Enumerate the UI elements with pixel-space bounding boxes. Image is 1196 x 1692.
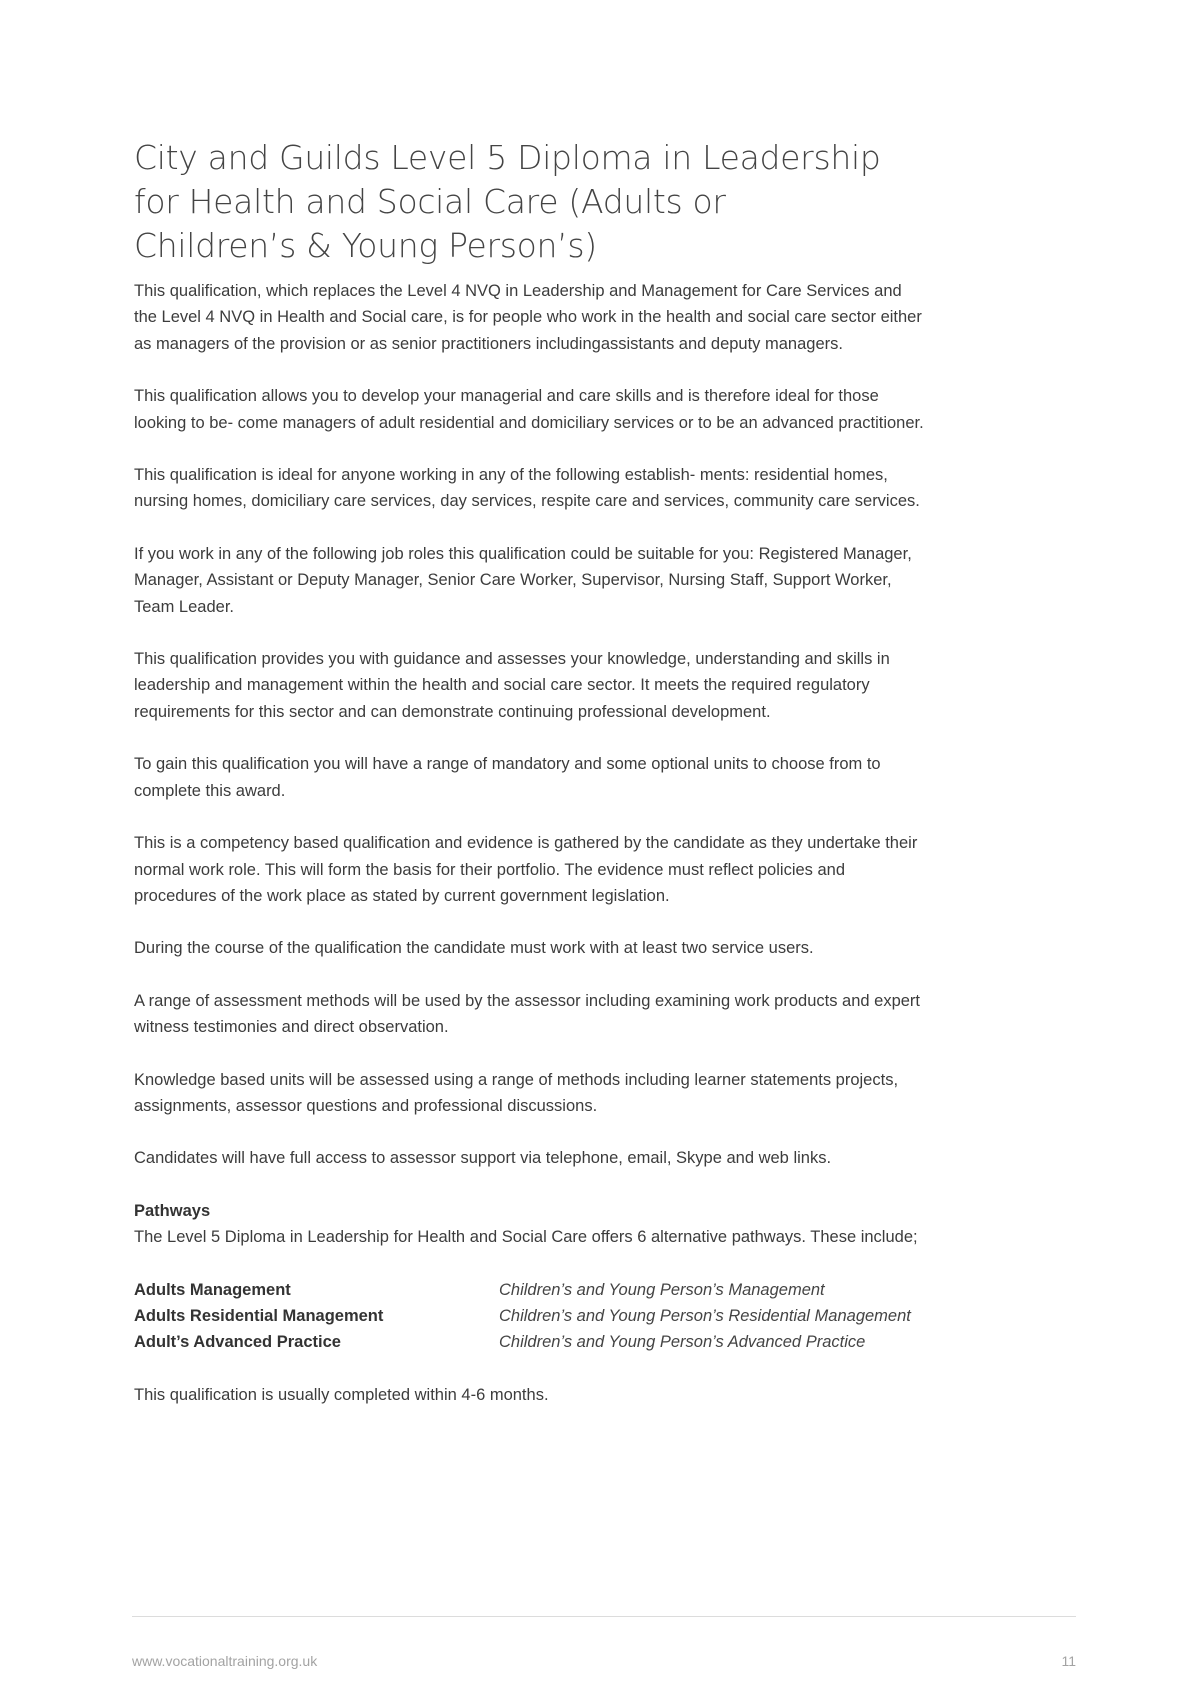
pathways-intro: The Level 5 Diploma in Leadership for Health and Social Care offers 6 alternative pathways. These include;	[134, 1228, 918, 1247]
paragraph-support: Candidates will have full access to assessor support via telephone, email, Skype and web links.	[134, 1149, 832, 1168]
pathways-heading: Pathways	[134, 1201, 211, 1220]
body-text	[134, 278, 924, 1434]
footer-url: www.vocationaltraining.org.uk	[132, 1653, 318, 1669]
paragraph-assessment-methods: A range of assessment methods will be used by the assessor including examining work products and expert witness testimonies and direct observation.	[134, 991, 921, 1037]
paragraph-service-users: During the course of the qualification the candidate must work with at least two service users.	[134, 939, 814, 958]
pathway-adult: Adults Management	[134, 1280, 291, 1299]
pathways-section	[134, 1198, 924, 1251]
pathway-child: Children’s and Young Person’s Management	[499, 1280, 825, 1299]
pathways-table	[134, 1277, 924, 1356]
paragraph-units: To gain this qualification you will have a range of mandatory and some optional units to choose from to complete this award.	[134, 755, 881, 800]
paragraph-knowledge-units: Knowledge based units will be assessed using a range of methods including learner statements projects, assignments, assessor questions and professional discussions.	[134, 1070, 899, 1115]
footer-divider	[132, 1616, 1076, 1617]
paragraph-guidance: This qualification provides you with guidance and assesses your knowledge, understanding and skills in leadership and management within the health and social care sector. It meets the required regulatory requirements for this sector and can demonstrate continuing professional development.	[134, 650, 890, 721]
paragraph-intro: This qualification, which replaces the Level 4 NVQ in Leadership and Management for Care Services and the Level 4 NVQ in Health and Social care, is for people who work in the health and social care sector either as managers of the provision or as senior practitioners includingassistants and deputy managers.	[134, 282, 922, 353]
pathway-adult: Adult’s Advanced Practice	[134, 1333, 341, 1352]
pathway-adult: Adults Residential Management	[134, 1306, 384, 1325]
paragraph-establishments: This qualification is ideal for anyone working in any of the following establish- ments: residential homes, nursing homes, domiciliary care services, day services, respite care and services, community care services.	[134, 466, 920, 511]
paragraph-duration: This qualification is usually completed within 4-6 months.	[134, 1385, 549, 1404]
pathway-child: Children’s and Young Person’s Residential Management	[499, 1306, 911, 1325]
pathway-child: Children’s and Young Person’s Advanced Practice	[499, 1333, 866, 1352]
paragraph-competency: This is a competency based qualification and evidence is gathered by the candidate as they undertake their normal work role. This will form the basis for their portfolio. The evidence must reflect policies and procedures of the work place as stated by current government legislation.	[134, 834, 918, 905]
page-number: 11	[1061, 1653, 1076, 1669]
page-title: City and Guilds Level 5 Diploma in Leadership for Health and Social Care (Adults or Children’s & Young Person’s)	[134, 138, 881, 265]
paragraph-job-roles: If you work in any of the following job roles this qualification could be suitable for you: Registered Manager, Manager, Assistant or Deputy Manager, Senior Care Worker, Supervisor, Nursing Staff, Support Worker, Team Leader.	[134, 544, 912, 616]
paragraph-skills: This qualification allows you to develop your managerial and care skills and is therefore ideal for those looking to be- come managers of adult residential and domiciliary services or to be an advanced practitioner.	[134, 387, 924, 432]
